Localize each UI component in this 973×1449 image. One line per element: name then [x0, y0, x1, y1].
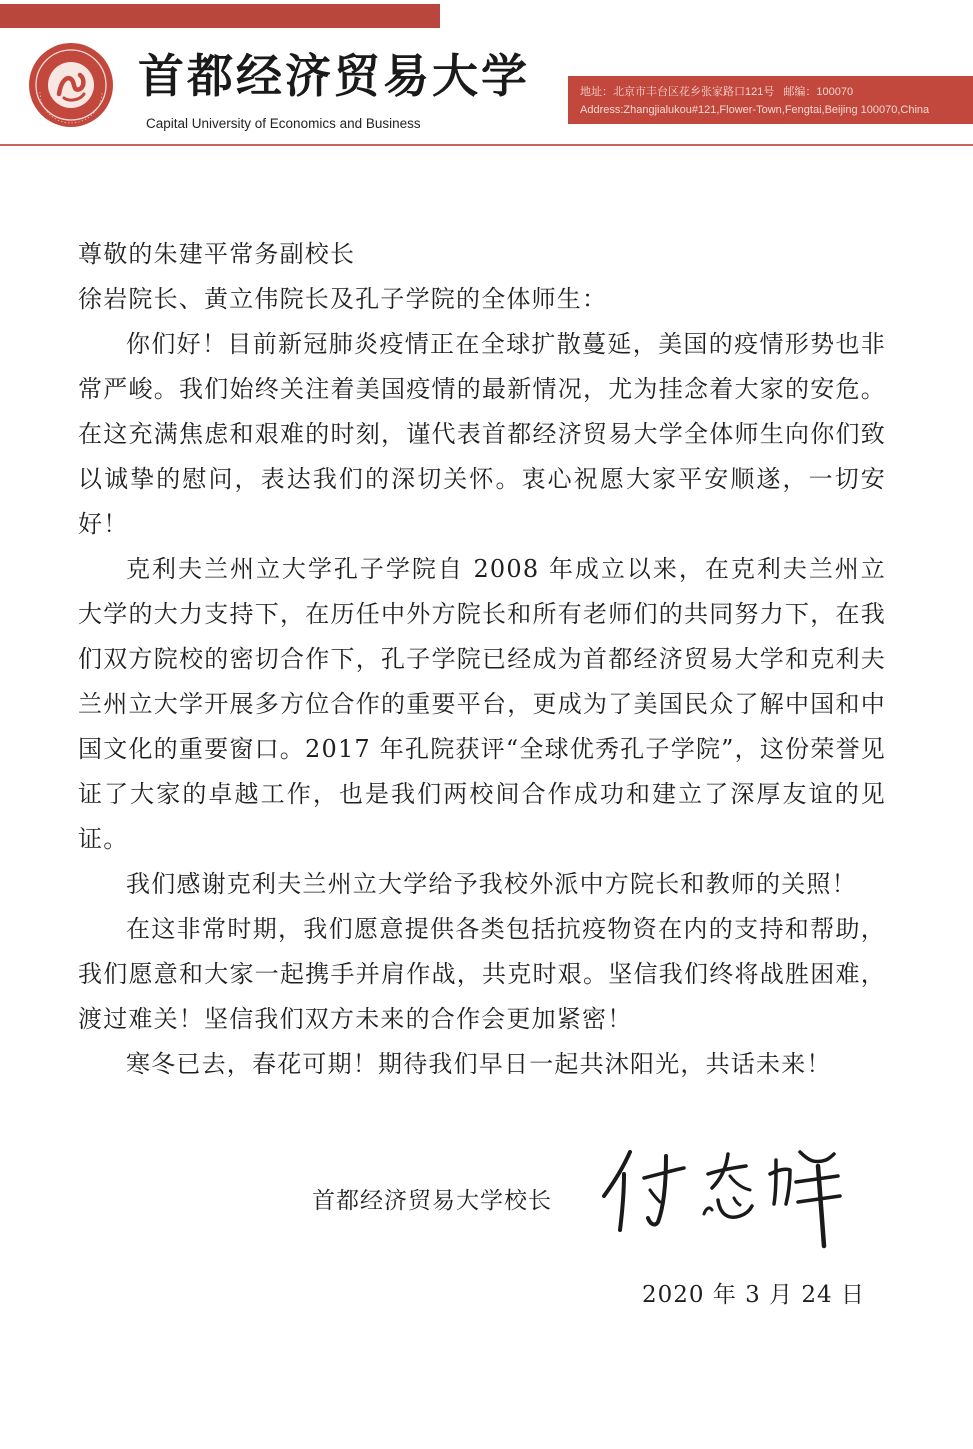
- paragraph-confucius-institute: 克利夫兰州立大学孔子学院自 2008 年成立以来，在克利夫兰州立大学的大力支持下，在历任中外方院长和所有老师们的共同努力下，在我们双方院校的密切合作下，孔子学院已经成为首都经济贸易大学和克利夫兰州立大学开展多方位合作的重要平台，更成为了美国民众了解中国和中国文化的重要窗口。2017 年孔院获评“全球优秀孔子学院”，这份荣誉见证了大家的卓越工作，也是我们两校间合作成功和建立了深厚友谊的见证。: [78, 555, 886, 853]
- letter-date: 2020 年 3 月 24 日: [642, 1282, 865, 1308]
- letter-body: [78, 232, 886, 1087]
- university-name-english: Capital University of Economics and Business: [146, 116, 421, 131]
- address-english: Address:Zhangjialukou#121,Flower-Town,Fengtai,Beijing 100070,China: [580, 104, 930, 116]
- header-divider: [0, 144, 973, 146]
- paragraph-closing: 寒冬已去，春花可期！期待我们早日一起共沐阳光，共话未来！: [126, 1050, 832, 1078]
- address-chinese-line: [580, 83, 973, 101]
- handwritten-signature: [600, 1130, 850, 1255]
- header-top-bar: [0, 4, 440, 28]
- university-name-chinese: 首都经济贸易大学: [138, 49, 530, 103]
- paragraph-thanks: 我们感谢克利夫兰州立大学给予我校外派中方院长和教师的关照！: [126, 870, 857, 898]
- address-box: [568, 76, 973, 124]
- address-chinese: 地址：北京市丰台区花乡张家路口121号: [580, 86, 775, 98]
- postcode: 邮编：100070: [783, 86, 854, 98]
- signatory-title: 首都经济贸易大学校长: [312, 1188, 552, 1214]
- salutation-line-1: 尊敬的朱建平常务副校长: [78, 240, 356, 268]
- university-seal-logo: [28, 42, 114, 128]
- salutation-line-2: 徐岩院长、黄立伟院长及孔子学院的全体师生：: [78, 285, 608, 313]
- letterhead: [0, 28, 973, 146]
- paragraph-greeting: 你们好！目前新冠肺炎疫情正在全球扩散蔓延，美国的疫情形势也非常严峻。我们始终关注着美国疫情的最新情况，尤为挂念着大家的安危。在这充满焦虑和艰难的时刻，谨代表首都经济贸易大学全体师生向你们致以诚挚的慰问，表达我们的深切关怀。衷心祝愿大家平安顺遂，一切安好！: [78, 330, 886, 538]
- paragraph-support: 在这非常时期，我们愿意提供各类包括抗疫物资在内的支持和帮助，我们愿意和大家一起携手并肩作战，共克时艰。坚信我们终将战胜困难，渡过难关！坚信我们双方未来的合作会更加紧密！: [78, 915, 886, 1033]
